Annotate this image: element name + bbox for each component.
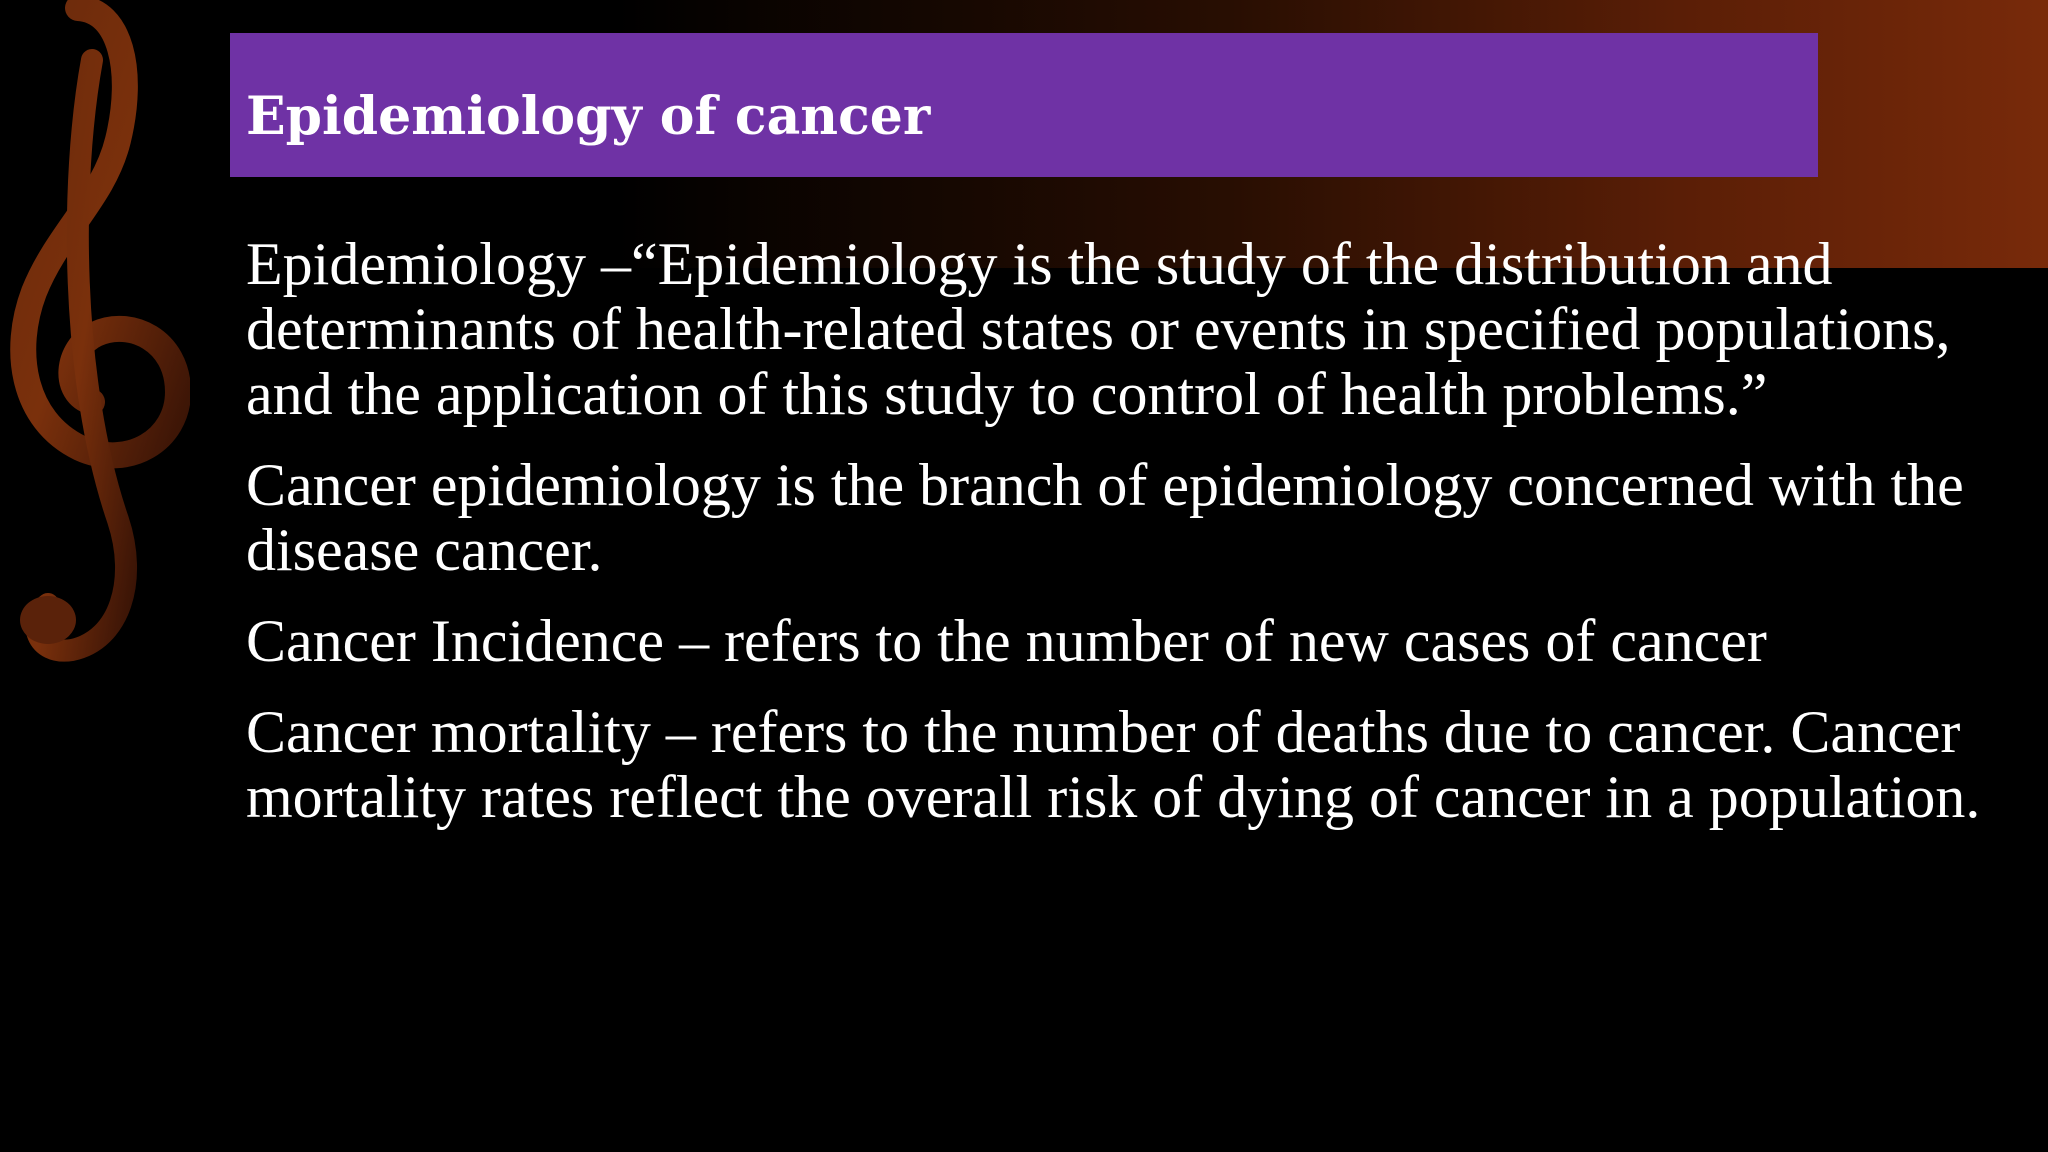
paragraph-cancer-epidemiology: Cancer epidemiology is the branch of epidemiology concerned with the disease cancer.: [246, 452, 1964, 583]
treble-clef-icon: [0, 0, 190, 700]
slide-body: [246, 232, 2026, 856]
paragraph-cancer-mortality: Cancer mortality – refers to the number of deaths due to cancer. Cancer mortality rates reflect the overall risk of dying of cancer in a population.: [246, 699, 1981, 830]
title-bar: [230, 33, 1818, 177]
slide-title: Epidemiology of cancer: [246, 86, 931, 147]
paragraph-epidemiology-definition: Epidemiology –“Epidemiology is the study of the distribution and determinants of health-related states or events in specified populations, and the application of this study to control of health problems.”: [246, 231, 1951, 427]
paragraph-cancer-incidence: Cancer Incidence – refers to the number of new cases of cancer: [246, 608, 1767, 674]
